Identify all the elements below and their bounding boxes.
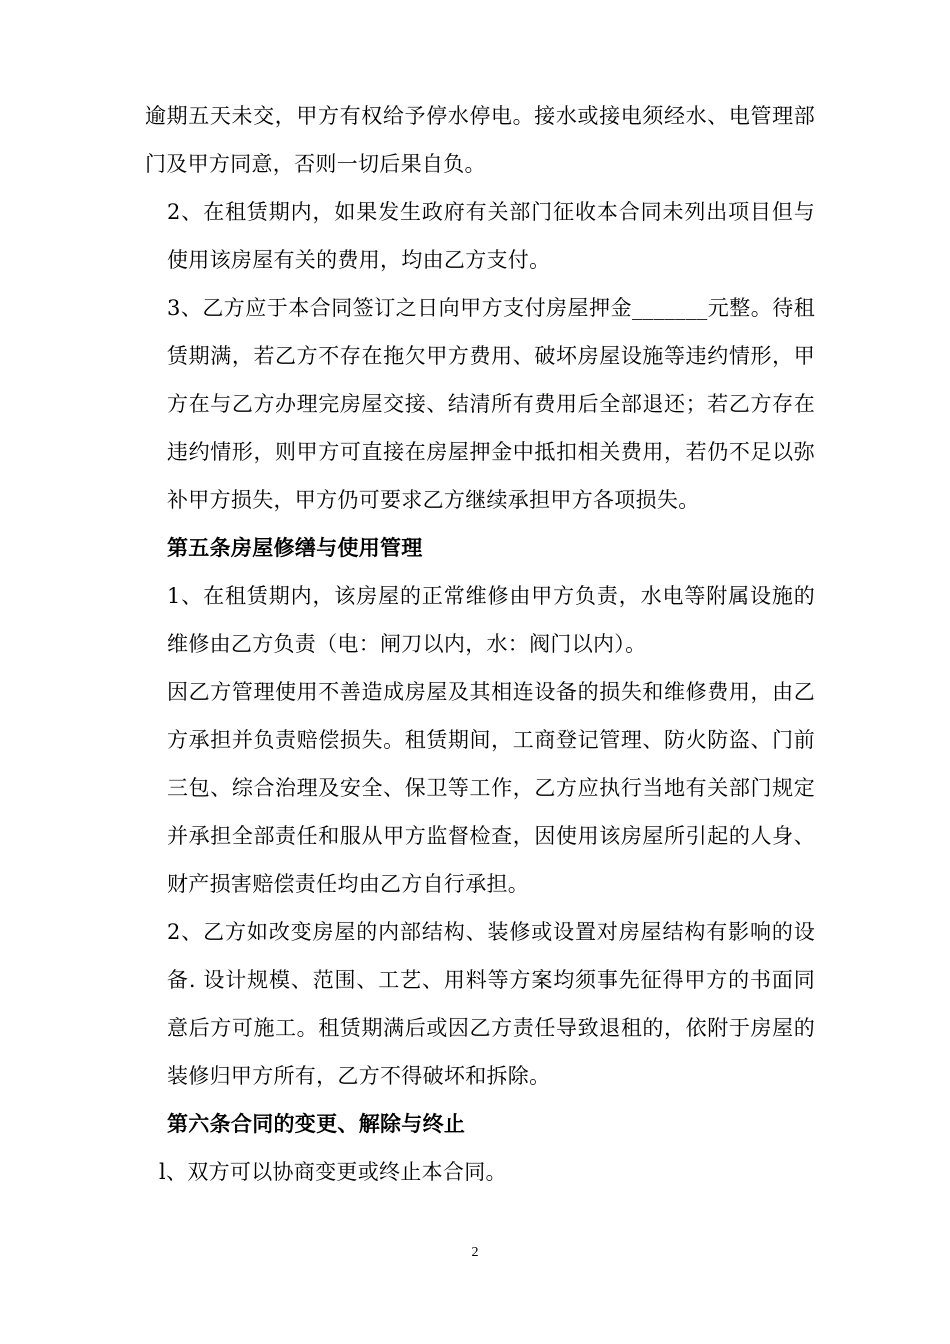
paragraph-renovation: 2、乙方如改变房屋的内部结构、装修或设置对房屋结构有影响的设备. 设计规模、范围、工艺、用料等方案均须事先征得甲方的书面同意后方可施工。租赁期满后或因乙方责任导致退租的，依附于房屋的装修归甲方所有，乙方不得破坏和拆除。 xyxy=(167,920,815,1088)
paragraph-water-electricity: 逾期五天未交，甲方有权给予停水停电。接水或接电须经水、电管理部门及甲方同意，否则一切后果自负。 xyxy=(145,104,815,176)
paragraph-deposit: 3、乙方应于本合同签订之日向甲方支付房屋押金_______元整。待租赁期满，若乙方不存在拖欠甲方费用、破坏房屋设施等违约情形，甲方在与乙方办理完房屋交接、结清所有费用后全部退还；若乙方存在违约情形，则甲方可直接在房屋押金中抵扣相关费用，若仍不足以弥补甲方损失，甲方仍可要求乙方继续承担甲方各项损失。 xyxy=(167,296,815,512)
heading-article-six: 第六条合同的变更、解除与终止 xyxy=(167,1111,466,1136)
document-body xyxy=(145,92,815,1196)
page-number: 2 xyxy=(471,1245,479,1260)
paragraph-termination: l、双方可以协商变更或终止本合同。 xyxy=(159,1160,507,1184)
paragraph-maintenance: 1、在租赁期内，该房屋的正常维修由甲方负责，水电等附属设施的维修由乙方负责（电：闸刀以内，水：阀门以内）。 xyxy=(167,584,815,656)
heading-article-five: 第五条房屋修缮与使用管理 xyxy=(167,535,423,560)
paragraph-government-fees: 2、在租赁期内，如果发生政府有关部门征收本合同未列出项目但与使用该房屋有关的费用，均由乙方支付。 xyxy=(167,200,815,272)
paragraph-liability: 因乙方管理使用不善造成房屋及其相连设备的损失和维修费用，由乙方承担并负责赔偿损失。租赁期间，工商登记管理、防火防盗、门前三包、综合治理及安全、保卫等工作，乙方应执行当地有关部门规定并承担全部责任和服从甲方监督检查，因使用该房屋所引起的人身、财产损害赔偿责任均由乙方自行承担。 xyxy=(167,680,815,896)
